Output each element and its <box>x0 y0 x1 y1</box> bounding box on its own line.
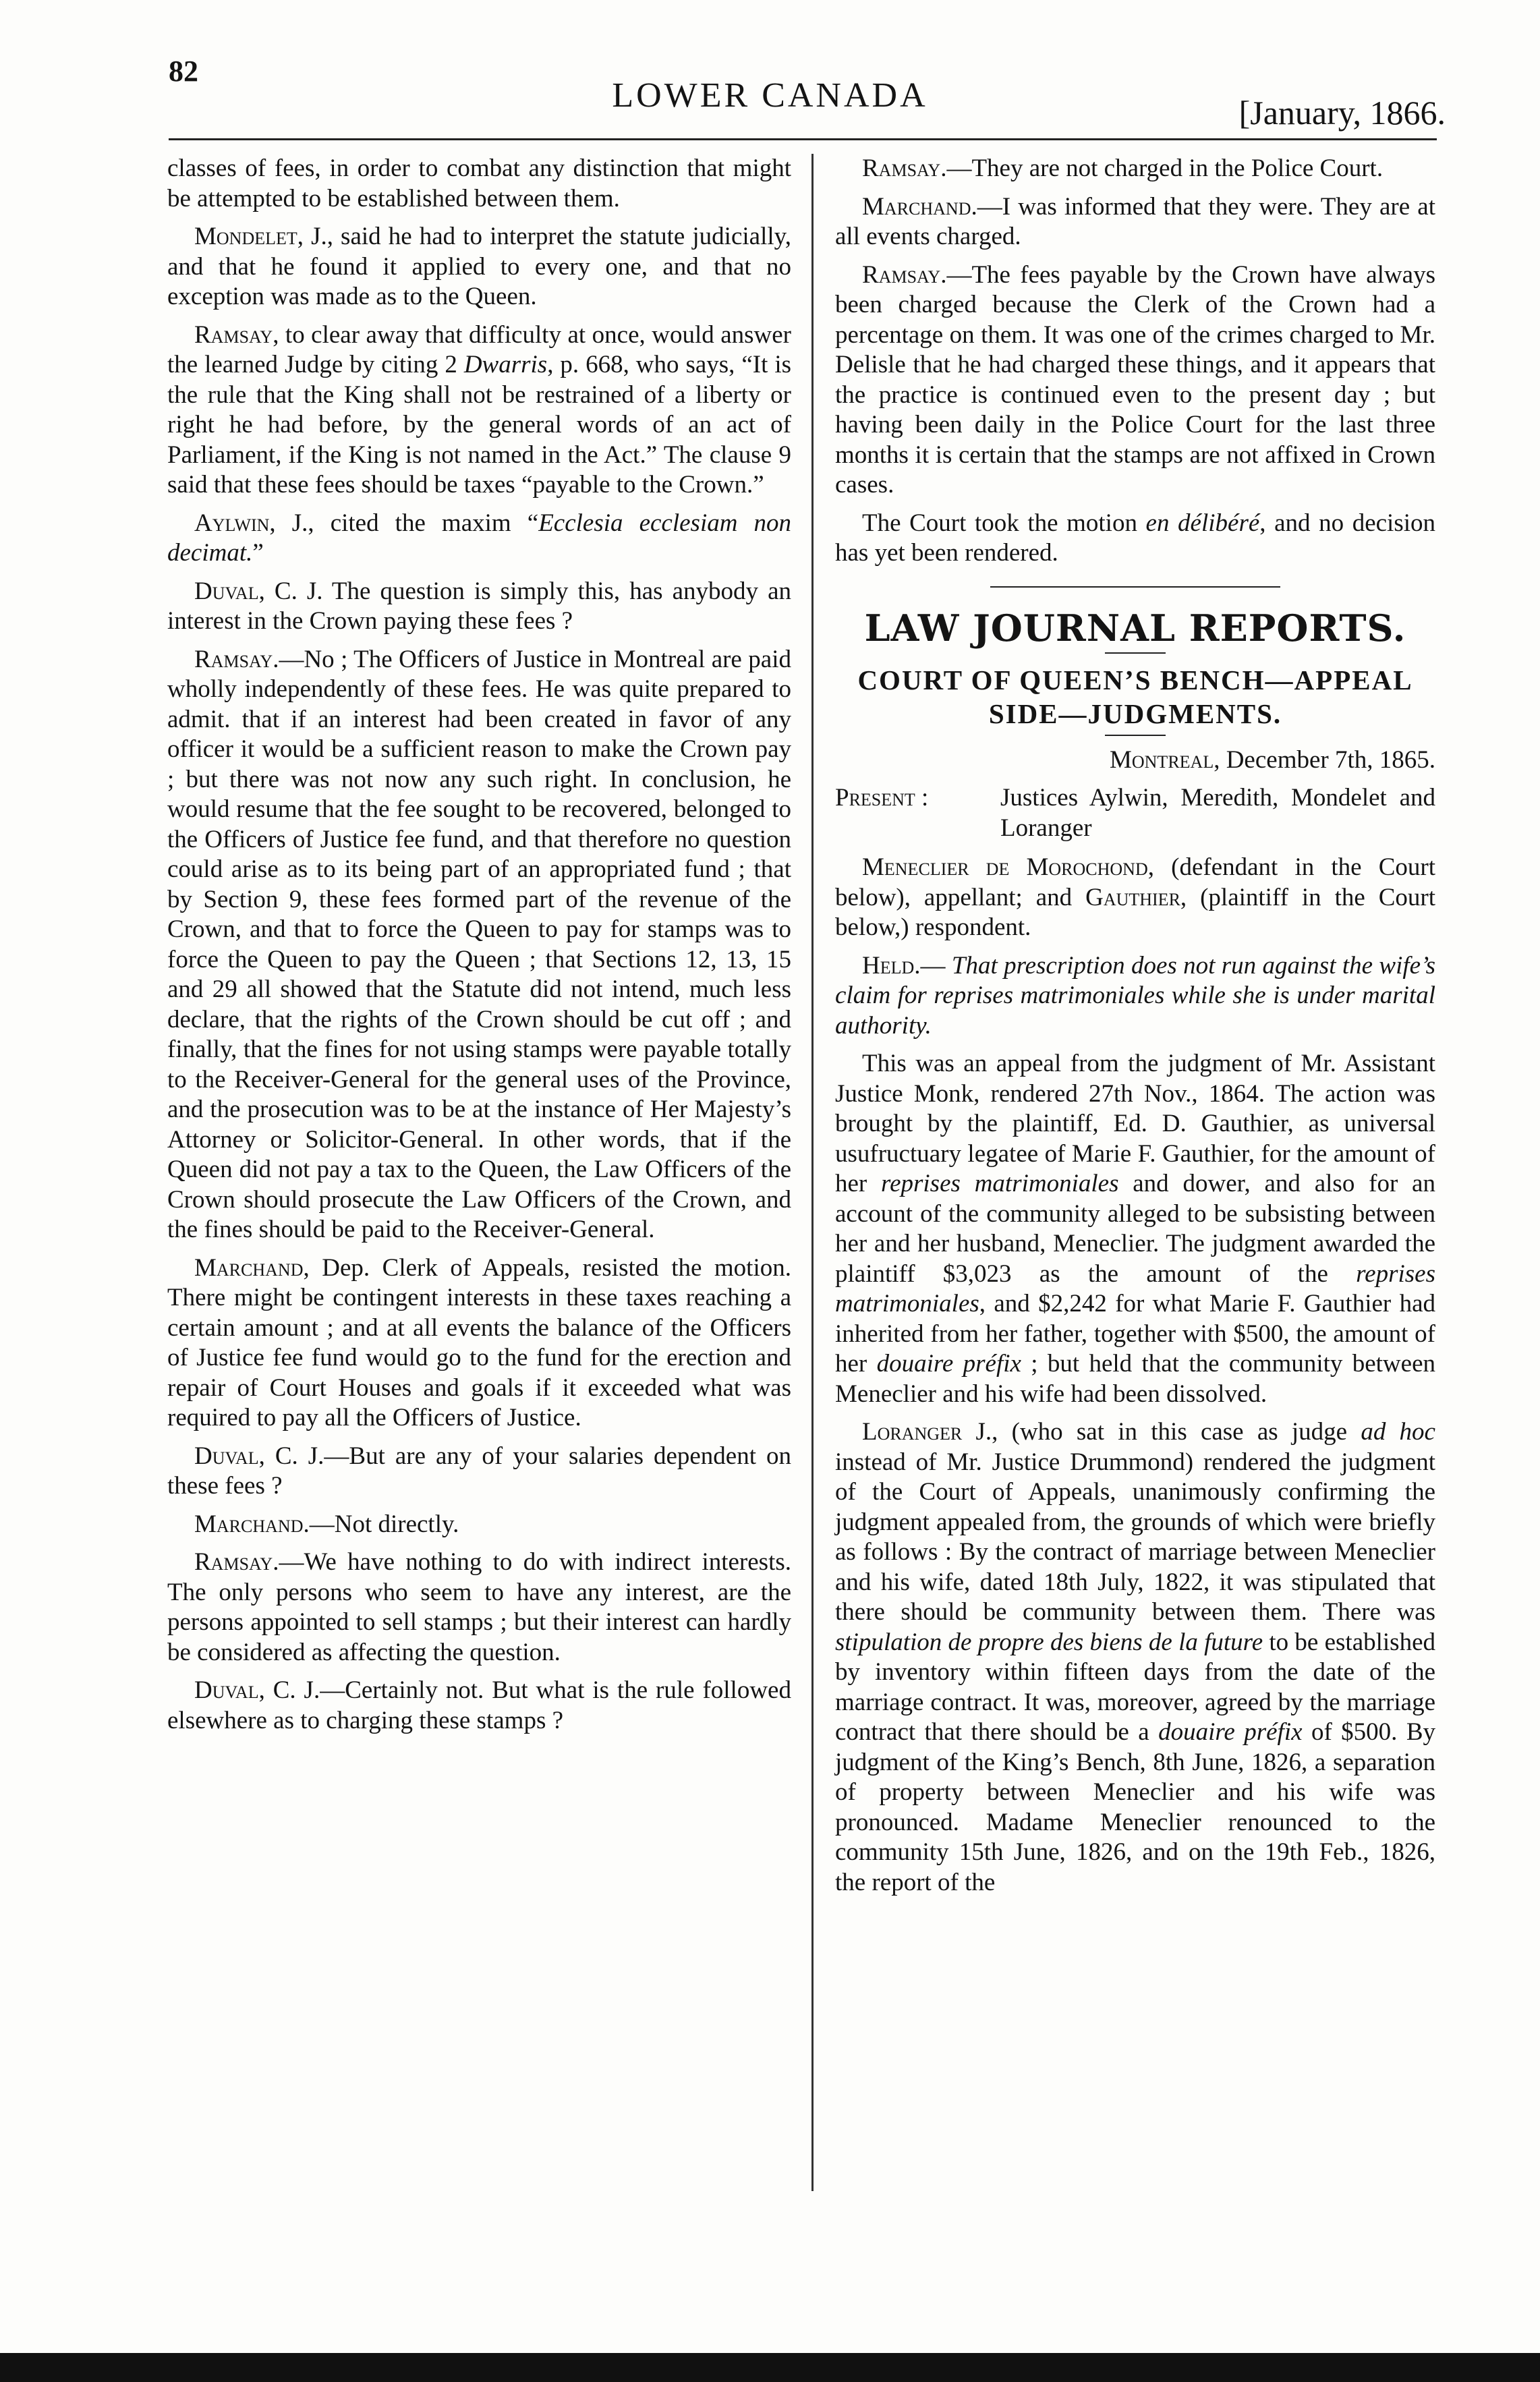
judgment-date: , December 7th, 1865. <box>1214 745 1435 774</box>
italic-text: Ecclesia ecclesiam non decimat. <box>167 509 792 567</box>
text-run: , (defendant in the Court below), appellant; and <box>835 853 1435 911</box>
italic-text: That prescription does not run against the wife’s claim for reprises matrimoniales while she is under marital authority. <box>835 951 1436 1040</box>
text-run: of $500. By judgment of the King’s Bench, 8th June, 1826, a separation of property between Meneclier and his wife was pronounced. Madame Meneclier renounced to the community 15th June, 1826, and on the 19th Feb., 1826, the report of the <box>835 1718 1436 1896</box>
text-run: , and no decision has yet been rendered. <box>835 509 1436 567</box>
present-justices: Justices Aylwin, Meredith, Mondelet and Loranger <box>1000 784 1435 842</box>
text-run: ; but held that the community between Meneclier and his wife had been dissolved. <box>835 1350 1435 1408</box>
issue-date: [January, 1866. <box>1238 94 1446 132</box>
italic-text: ad hoc <box>1361 1418 1435 1446</box>
paragraph <box>167 1548 791 1668</box>
speaker-name: Marchand <box>194 1510 304 1538</box>
text-run: ” <box>252 539 264 567</box>
text-run: .—We have nothing to do with indirect interests. The only persons who seem to have any interest, are the persons appointed to sell stamps ; but their interest can hardly be considered as affecting the question. <box>167 1548 791 1666</box>
text-run: .—No ; The Officers of Justice in Montreal are paid wholly independently of these fees. He was quite prepared to admit. that if an interest had been created in favor of any officer it would be a sufficient reason to make the Crown pay ; but there was not now any such right. In conclusion, he would resume that the fee sought to be recovered, belonged to the Officers of Justice fee fund, and that therefore no question could arise as to its being part of an appropriated fund ; that by Section 9, these fees formed part of the revenue of the Crown, and that to force the Queen to pay for stamps was to force the Queen to pay the Queen ; that Sections 12, 13, 15 and 29 all showed that the Statute did not intend, much less declare, that the rights of the Crown should be cut off ; and finally, that the fines for not using stamps were payable totally to the Receiver-General for the general uses of the Province, and the prosecution was to be at the instance of Her Majesty’s Attorney or Solicitor-General. In other words, that if the Queen did not pay a tax to the Queen, the Law Officers of the Crown should prosecute the Law Officers of the Crown, and the fines should be paid to the Receiver-General. <box>167 645 791 1243</box>
text-run: —Certainly not. But what is the rule followed elsewhere as to charging these stamps ? <box>167 1676 791 1734</box>
italic-text: en délibéré <box>1145 509 1260 537</box>
italic-text: douaire préfix <box>1158 1718 1303 1746</box>
paragraph <box>167 154 791 214</box>
speaker-name: Aylwin, J. <box>194 509 308 537</box>
text-run: The Court took the motion <box>862 509 1146 537</box>
left-column <box>167 154 791 1744</box>
paragraph <box>835 192 1435 252</box>
speaker-name: Held <box>862 951 915 980</box>
text-run: and dower, and also for an account of the community alleged to be subsisting between her and her husband, Meneclier. The judgment awarded the plaintiff $3,023 as the amount of the <box>835 1170 1435 1288</box>
paragraph <box>835 1049 1435 1409</box>
paragraph <box>835 853 1435 943</box>
text-run: , and $2,242 for what Marie F. Gauthier had inherited from her father, together with $500, the amount of her <box>835 1290 1435 1378</box>
court-heading: COURT OF QUEEN’S BENCH—APPEAL SIDE—JUDGMENTS. <box>857 664 1413 729</box>
text-run: This was an appeal from the judgment of Mr. Assistant Justice Monk, rendered 27th Nov., 1864. The action was brought by the plaintiff, Ed. D. Gauthier, as universal usufructuary legatee of Marie F. Gauthier, for the amount of her <box>835 1050 1435 1197</box>
right-column <box>835 154 1435 1906</box>
paragraph <box>167 320 791 501</box>
text-run: .—Not directly. <box>303 1510 459 1538</box>
paragraph <box>167 1510 791 1540</box>
text-run: , (who sat in this case as judge <box>992 1418 1361 1446</box>
present-line <box>835 783 1435 843</box>
paragraph <box>167 1442 791 1502</box>
paragraph <box>167 645 791 1245</box>
paragraph <box>835 154 1435 184</box>
text-run: classes of fees, in order to combat any distinction that might be attempted to be established between them. <box>167 154 791 212</box>
text-run: , p. 668, who says, “It is the rule that the King shall not be restrained of a liberty or right he had before, by the general words of an act of Parliament, if the King is not named in the Act.” The clause 9 said that these fees should be taxes “payable to the Crown.” <box>167 351 791 499</box>
italic-text: stipulation de propre des biens de la future <box>835 1628 1263 1656</box>
paragraph <box>167 509 791 569</box>
speaker-name: Ramsay <box>194 1548 273 1576</box>
paragraph <box>835 509 1435 569</box>
italic-text: reprises matrimoniales <box>881 1170 1119 1197</box>
text-run: , (plaintiff in the Court below,) respondent. <box>835 883 1435 941</box>
place-date-line <box>835 745 1435 776</box>
text-run: —But are any of your salaries dependent on these fees ? <box>167 1442 791 1500</box>
case-report <box>835 853 1435 1898</box>
speaker-name: Duval, C. J. <box>194 577 323 605</box>
text-run: .—I was informed that they were. They are at all events charged. <box>835 192 1435 250</box>
scan-edge <box>0 2353 1540 2382</box>
section-rule <box>990 586 1280 588</box>
speaker-name: Ramsay <box>194 320 273 349</box>
present-label: Present : <box>835 784 929 812</box>
speaker-name: Meneclier de Morochond <box>862 853 1148 881</box>
paragraph <box>167 222 791 312</box>
speaker-name: Duval, C. J. <box>194 1442 324 1470</box>
section-heading: LAW JOURNAL REPORTS. <box>864 606 1406 650</box>
paragraph <box>167 1676 791 1736</box>
paragraph <box>167 1253 791 1434</box>
speaker-name: Marchand <box>862 192 971 221</box>
italic-text: douaire préfix <box>876 1350 1021 1378</box>
speaker-name: Ramsay <box>862 154 941 182</box>
italic-text: reprises matrimoniales <box>835 1259 1435 1317</box>
column-divider <box>811 154 814 2191</box>
text-run: .—The fees payable by the Crown have always been charged because the Clerk of the Crown had a percentage on them. It was one of the crimes charged to Mr. Delisle that he had charged these things, and it appears that the practice is continued even to the present day ; but having been daily in the Police Court for the last three months it is certain that the stamps are not affixed in Crown cases. <box>835 260 1435 499</box>
italic-text: Dwarris <box>463 351 548 378</box>
court-rule <box>1105 735 1166 736</box>
heading-rule <box>1105 652 1166 654</box>
running-title: LOWER CANADA <box>612 76 928 115</box>
right-column-discussion <box>835 154 1435 569</box>
speaker-name: Ramsay <box>194 645 273 673</box>
text-run: .—They are not charged in the Police Court. <box>940 154 1384 182</box>
text-run: , said he had to interpret the statute judicially, and that he found it applied to every one, and that no exception was made as to the Queen. <box>167 223 791 310</box>
text-run: .— <box>914 951 952 980</box>
page-number: 82 <box>169 55 198 88</box>
text-run: The question is simply this, has anybody an interest in the Crown paying these fees ? <box>167 577 791 635</box>
text-run: instead of Mr. Justice Drummond) rendered the judgment of the Court of Appeals, unanimously confirming the judgment appealed from, the grounds of which were briefly as follows : By the contract of marriage between Meneclier and his wife, dated 18th July, 1822, it was stipulated that there should be community between them. There was <box>835 1448 1435 1626</box>
speaker-name: Loranger J. <box>862 1418 992 1446</box>
page-header <box>0 0 1540 155</box>
text-run: , Dep. Clerk of Appeals, resisted the motion. There might be contingent interests in these taxes reaching a certain amount ; and at all events the balance of the Officers of Justice fee fund would go to the fund for the erection and repair of Court Houses and goals if it exceeded what was required to pay all the Officers of Justice. <box>167 1253 791 1431</box>
text-run: to be established by inventory within fifteen days from the date of the marriage contract. It was, moreover, agreed by the marriage contract that there should be a <box>835 1628 1436 1746</box>
place: Montreal <box>1109 745 1214 774</box>
speaker-name: Mondelet, J. <box>194 223 327 250</box>
text-run: , cited the maxim “ <box>308 509 539 537</box>
paragraph <box>167 577 791 637</box>
paragraph <box>835 260 1435 501</box>
header-rule <box>169 138 1437 140</box>
speaker-name: Marchand <box>194 1253 304 1282</box>
speaker-name: Duval, C. J. <box>194 1676 320 1704</box>
text-run: , to clear away that difficulty at once, would answer the learned Judge by citing 2 <box>167 320 791 378</box>
paragraph <box>835 1417 1435 1898</box>
speaker-name: Gauthier <box>1085 883 1180 911</box>
paragraph <box>835 951 1435 1042</box>
speaker-name: Ramsay <box>862 260 941 289</box>
